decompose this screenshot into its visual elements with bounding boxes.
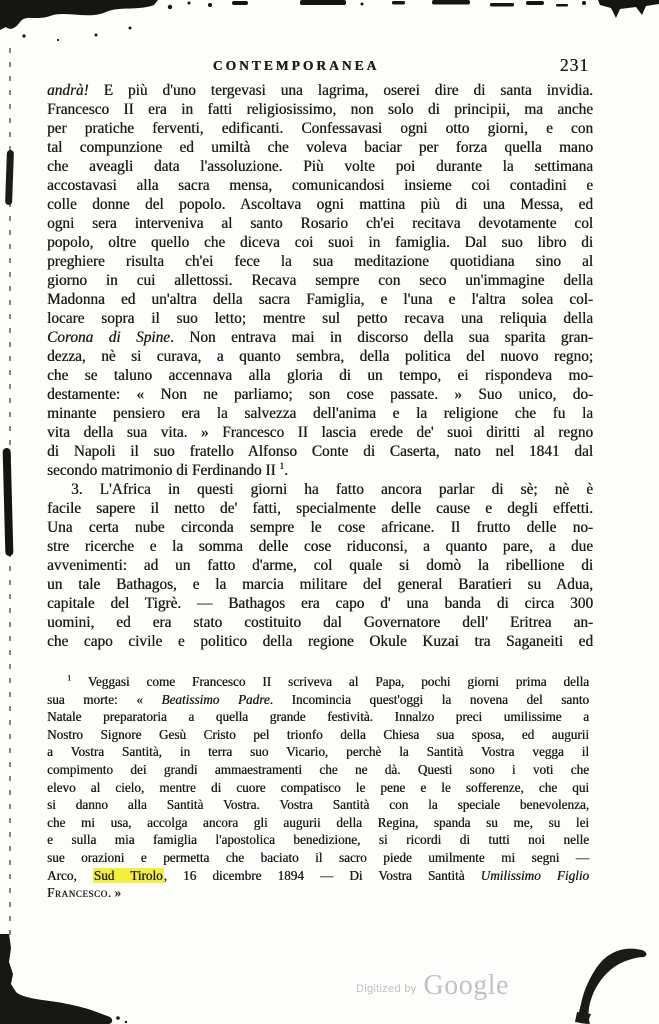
- text-line: vita della sua vita. » Francesco II lascia erede de' suoi diritti al regno: [47, 424, 593, 441]
- text-line: 3. L'Africa in questi giorni ha fatto ancora parlar di sè; nè è: [71, 481, 593, 498]
- text-line: sue orazioni e permetta che baciato il sacro piede umilmente mi segni —: [47, 849, 589, 865]
- text-line: che se taluno accennava alla gloria di un tempo, ei rispondeva mo-: [47, 367, 593, 384]
- text-line: minante pensiero era la salvezza dell'anima e la religione che fu la: [47, 405, 593, 422]
- scan-artifact-bottom-left: [0, 934, 132, 1024]
- scan-artifact-left-smudge-2: [3, 448, 14, 556]
- text-line: un tale Bathagos, e la marcia militare del general Baratieri su Adua,: [47, 576, 593, 593]
- text-line: $^1$ Veggasi come Francesco II scriveva al Papa, pochi giorni prima della: [67, 673, 589, 689]
- text-line: a Vostra Santità, in terra suo Vicario, perchè la Santità Vostra vegga il: [47, 744, 589, 760]
- text-line: secondo matrimonio di Ferdinando II $^1$.: [47, 461, 288, 479]
- text-line: che aveagli data l'assoluzione. Più volte poi durante la settimana: [47, 158, 593, 175]
- text-line: stre ricerche e la somma delle cose riduconsi, a quanto pare, a due: [47, 538, 593, 555]
- text-line: e sulla mia famiglia l'apostolica benedizione, si ricordi di tutti noi nelle: [47, 832, 589, 848]
- footnote-text: [47, 673, 589, 902]
- text-line: facile sapere il netto de' fatti, specialmente delle cause e degli effetti.: [47, 500, 593, 517]
- text-line: Francesco. »: [47, 885, 121, 901]
- text-line: uomini, ed era stato costituito dal Governatore dell' Eritrea an-: [47, 614, 593, 631]
- text-line: accostavasi alla sacra mensa, comunicandosi insieme coi contadini e: [47, 177, 593, 194]
- text-line: locare sopra il suo letto; mentre sul petto recava una reliquia della: [47, 310, 593, 327]
- text-line: compimento dei grandi ammaestramenti che ne dà. Questi sono i voti che: [47, 761, 589, 777]
- scan-artifact-top-edge: [0, 0, 659, 46]
- scan-artifact-gutter-line: [9, 48, 11, 944]
- text-line: Corona di Spine. Non entrava mai in discorso della sua sparita gran-: [47, 329, 593, 346]
- text-line: Francesco II era in fatti religiosissimo, non solo di principii, ma anche: [47, 101, 593, 118]
- google-logo: Google: [423, 970, 509, 1001]
- text-line: di Napoli il suo fratello Alfonso Conte di Caserta, nato nel 1841 dal: [47, 443, 593, 460]
- text-line: che mi usa, accolga ancora gli augurii della Regina, spanda su me, su lei: [47, 814, 589, 830]
- text-line: popolo, oltre quello che diceva coi suoi in famiglia. Dal suo libro di: [47, 234, 593, 251]
- text-line: si danno alla Santità Vostra. Vostra Santità con la speciale benevolenza,: [47, 797, 589, 813]
- running-title: CONTEMPORANEA: [212, 58, 380, 73]
- body-text: [47, 81, 593, 651]
- scan-artifact-left-smudge: [5, 150, 14, 205]
- text-line: dezza, nè si curava, a quanto sembra, della politica del nuovo regno;: [47, 348, 593, 365]
- watermark: [356, 970, 509, 1002]
- text-line: andrà! E più d'uno tergevasi una lagrima, oserei dire di santa invidia.: [47, 82, 593, 99]
- text-line: che capo civile e politico della regione Okule Kuzai tra Saganeiti ed: [47, 633, 593, 650]
- text-line: avvenimenti: ad un fatto d'arme, col quale si domò la ribellione di: [47, 557, 593, 574]
- text-line: destamente: « Non ne parliamo; son cose passate. » Suo unico, do-: [47, 386, 593, 403]
- text-line: ogni sera interveniva al santo Rosario ch'ei recitava devotamente col: [47, 215, 593, 232]
- text-line: per pratiche ferventi, edificanti. Confessavasi ogni otto giorni, e con: [47, 120, 593, 137]
- text-line: colle donne del popolo. Ascoltava ogni mattina più di una Messa, ed: [47, 196, 593, 213]
- page-number: 231: [559, 55, 589, 75]
- text-line: Nostro Signore Gesù Cristo pel trionfo della Chiesa sua sposa, ed augurii: [47, 726, 589, 742]
- watermark-label: Digitized by: [356, 983, 417, 995]
- scan-artifact-bottom-right: [563, 944, 659, 1024]
- text-line: elevo al cielo, mentre di cuore compatisco le pene e le sofferenze, che qui: [47, 779, 589, 795]
- text-line: tal compunzione ed umiltà che voleva baciar per forza quella mano: [47, 139, 593, 156]
- text-line: Una certa nube circonda sempre le cose africane. Il frutto delle no-: [47, 519, 593, 536]
- page-header: [47, 55, 593, 77]
- text-line: capitale del Tigrè. — Bathagos era capo d' una banda di circa 300: [47, 595, 593, 612]
- text-line: sua morte: « Beatissimo Padre. Incomincia quest'oggi la novena del santo: [47, 691, 589, 707]
- text-line: preghiere risulta ch'ei fece la sua meditazione quotidiana sino al: [47, 253, 593, 270]
- text-line: Madonna ed un'altra della sacra Famiglia, e l'una e l'altra solea col-: [47, 291, 593, 308]
- text-line: giorno in cui allettossi. Recava sempre con seco un'immagine della: [47, 272, 593, 289]
- text-line: Arco, Sud Tirolo, 16 dicembre 1894 — Di Vostra Santità Umilissimo Figlio: [47, 867, 589, 883]
- text-line: Natale preparatoria a quella grande festività. Innalzo preci umilissime a: [47, 709, 589, 725]
